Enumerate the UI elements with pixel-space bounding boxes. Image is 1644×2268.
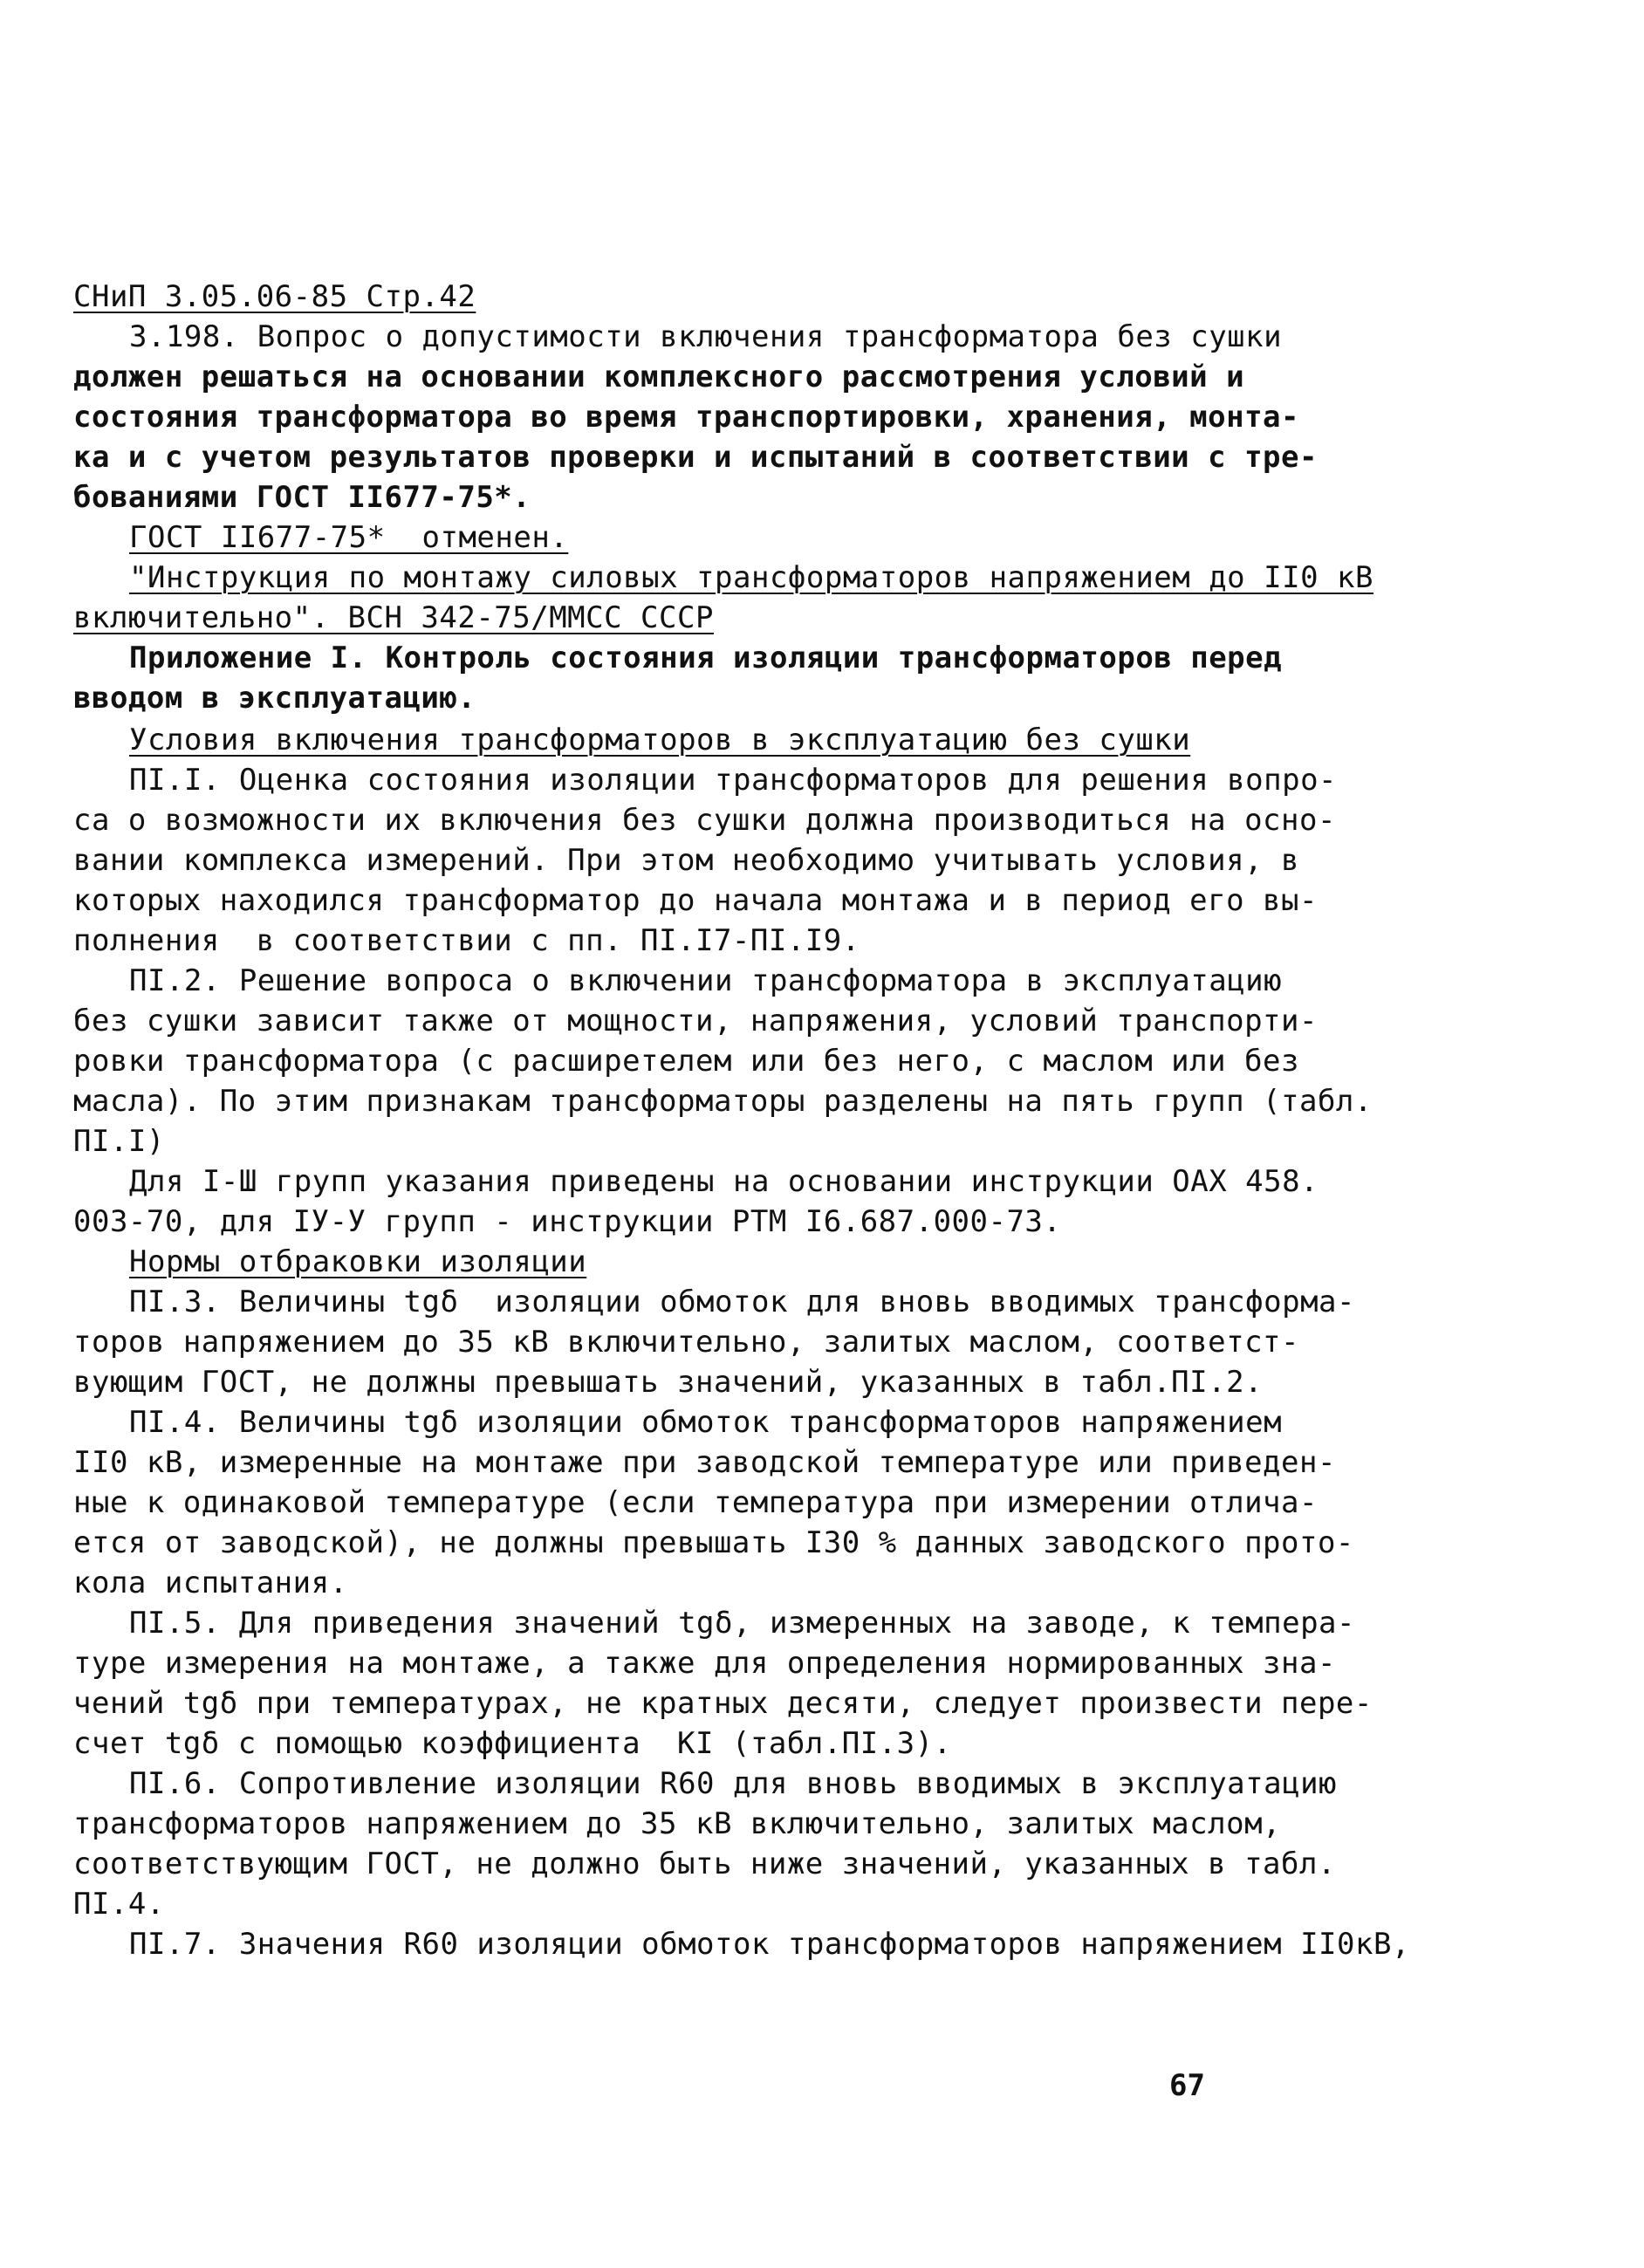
page-header: СНиП 3.05.06-85 Стр.42	[73, 279, 476, 314]
paragraph-line: ПI.2. Решение вопроса о включении трансформатора в эксплуатацию	[129, 963, 1283, 998]
paragraph-line: ные к одинаковой температуре (если температура при измерении отлича-	[73, 1485, 1318, 1520]
paragraph-line: полнения в соответствии с пп. ПI.I7-ПI.I9.	[73, 923, 860, 958]
paragraph-line: туре измерения на монтаже, а также для определения нормированных зна-	[73, 1646, 1336, 1681]
handwritten-note-line: ГОСТ II677-75* отменен.	[129, 520, 569, 555]
paragraph-line: кола испытания.	[73, 1566, 348, 1600]
paragraph-line: II0 кВ, измеренные на монтаже при заводской температуре или приведен-	[73, 1445, 1336, 1480]
paragraph-line: вании комплекса измерений. При этом необходимо учитывать условия, в	[73, 843, 1299, 878]
handwritten-note-line: "Инструкция по монтажу силовых трансформаторов напряжением до II0 кВ	[129, 560, 1373, 595]
paragraph-line: Для I-Ш групп указания приведены на основании инструкции ОАХ 458.	[129, 1164, 1319, 1199]
paragraph-line: ровки трансформатора (с расширетелем или без него, с маслом или без	[73, 1044, 1299, 1079]
paragraph-line: ется от заводской), не должны превышать I30 % данных заводского прото-	[73, 1525, 1354, 1560]
paragraph-line: масла). По этим признакам трансформаторы разделены на пять групп (табл.	[73, 1084, 1373, 1119]
paragraph-line: торов напряжением до 35 кВ включительно, залитых маслом, соответст-	[73, 1325, 1299, 1360]
paragraph-line: ПI.7. Значения R60 изоляции обмоток трансформаторов напряжением II0кВ,	[129, 1927, 1410, 1962]
paragraph-line: чений tgδ при температурах, не кратных десяти, следует произвести пере-	[73, 1686, 1373, 1721]
paragraph-line: состояния трансформатора во время транспортировки, хранения, монта-	[73, 400, 1299, 435]
paragraph-line: ПI.3. Величины tgδ изоляции обмоток для вновь вводимых трансформа-	[129, 1285, 1355, 1319]
paragraph-line: ПI.6. Сопротивление изоляции R60 для вновь вводимых в эксплуатацию	[129, 1766, 1338, 1801]
paragraph-line: счет tgδ с помощью коэффициента КI (табл.ПI.3).	[73, 1726, 952, 1761]
paragraph-line: са о возможности их включения без сушки должна производиться на осно-	[73, 803, 1336, 838]
paragraph-line: без сушки зависит также от мощности, напряжения, условий транспорти-	[73, 1004, 1318, 1038]
subsection-title: Условия включения трансформаторов в эксплуатацию без сушки	[129, 723, 1191, 757]
subsection-title: Нормы отбраковки изоляции	[129, 1244, 587, 1279]
paragraph-line: ПI.I)	[73, 1124, 165, 1159]
paragraph-line: вующим ГОСТ, не должны превышать значений, указанных в табл.ПI.2.	[73, 1365, 1264, 1400]
paragraph-line: трансформаторов напряжением до 35 кВ включительно, залитых маслом,	[73, 1806, 1282, 1841]
section-title: вводом в эксплуатацию.	[73, 681, 476, 716]
page-number: 67	[1169, 2068, 1205, 2103]
paragraph-line: ка и с учетом результатов проверки и испытаний в соответствии с тре-	[73, 440, 1318, 475]
paragraph-line: соответствующим ГОСТ, не должно быть ниже значений, указанных в табл.	[73, 1847, 1336, 1881]
paragraph-line: 003-70, для IУ-У групп - инструкции РТМ I6.687.000-73.	[73, 1204, 1062, 1239]
paragraph-line: ПI.I. Оценка состояния изоляции трансформаторов для решения вопро-	[129, 763, 1338, 798]
paragraph-line: 3.198. Вопрос о допустимости включения трансформатора без сушки	[129, 319, 1283, 354]
paragraph-line: ПI.4.	[73, 1887, 165, 1922]
paragraph-line: ПI.5. Для приведения значений tgδ, измеренных на заводе, к темпера-	[129, 1606, 1355, 1641]
handwritten-note-line: включительно". ВСН 342-75/ММСС СССР	[73, 600, 714, 635]
paragraph-line: ПI.4. Величины tgδ изоляции обмоток трансформаторов напряжением	[129, 1405, 1283, 1440]
paragraph-line: бованиями ГОСТ II677-75*.	[73, 480, 531, 515]
paragraph-line: которых находился трансформатор до начала монтажа и в период его вы-	[73, 883, 1318, 918]
paragraph-line: должен решаться на основании комплексного рассмотрения условий и	[73, 360, 1245, 394]
section-title: Приложение I. Контроль состояния изоляции трансформаторов перед	[129, 641, 1283, 675]
